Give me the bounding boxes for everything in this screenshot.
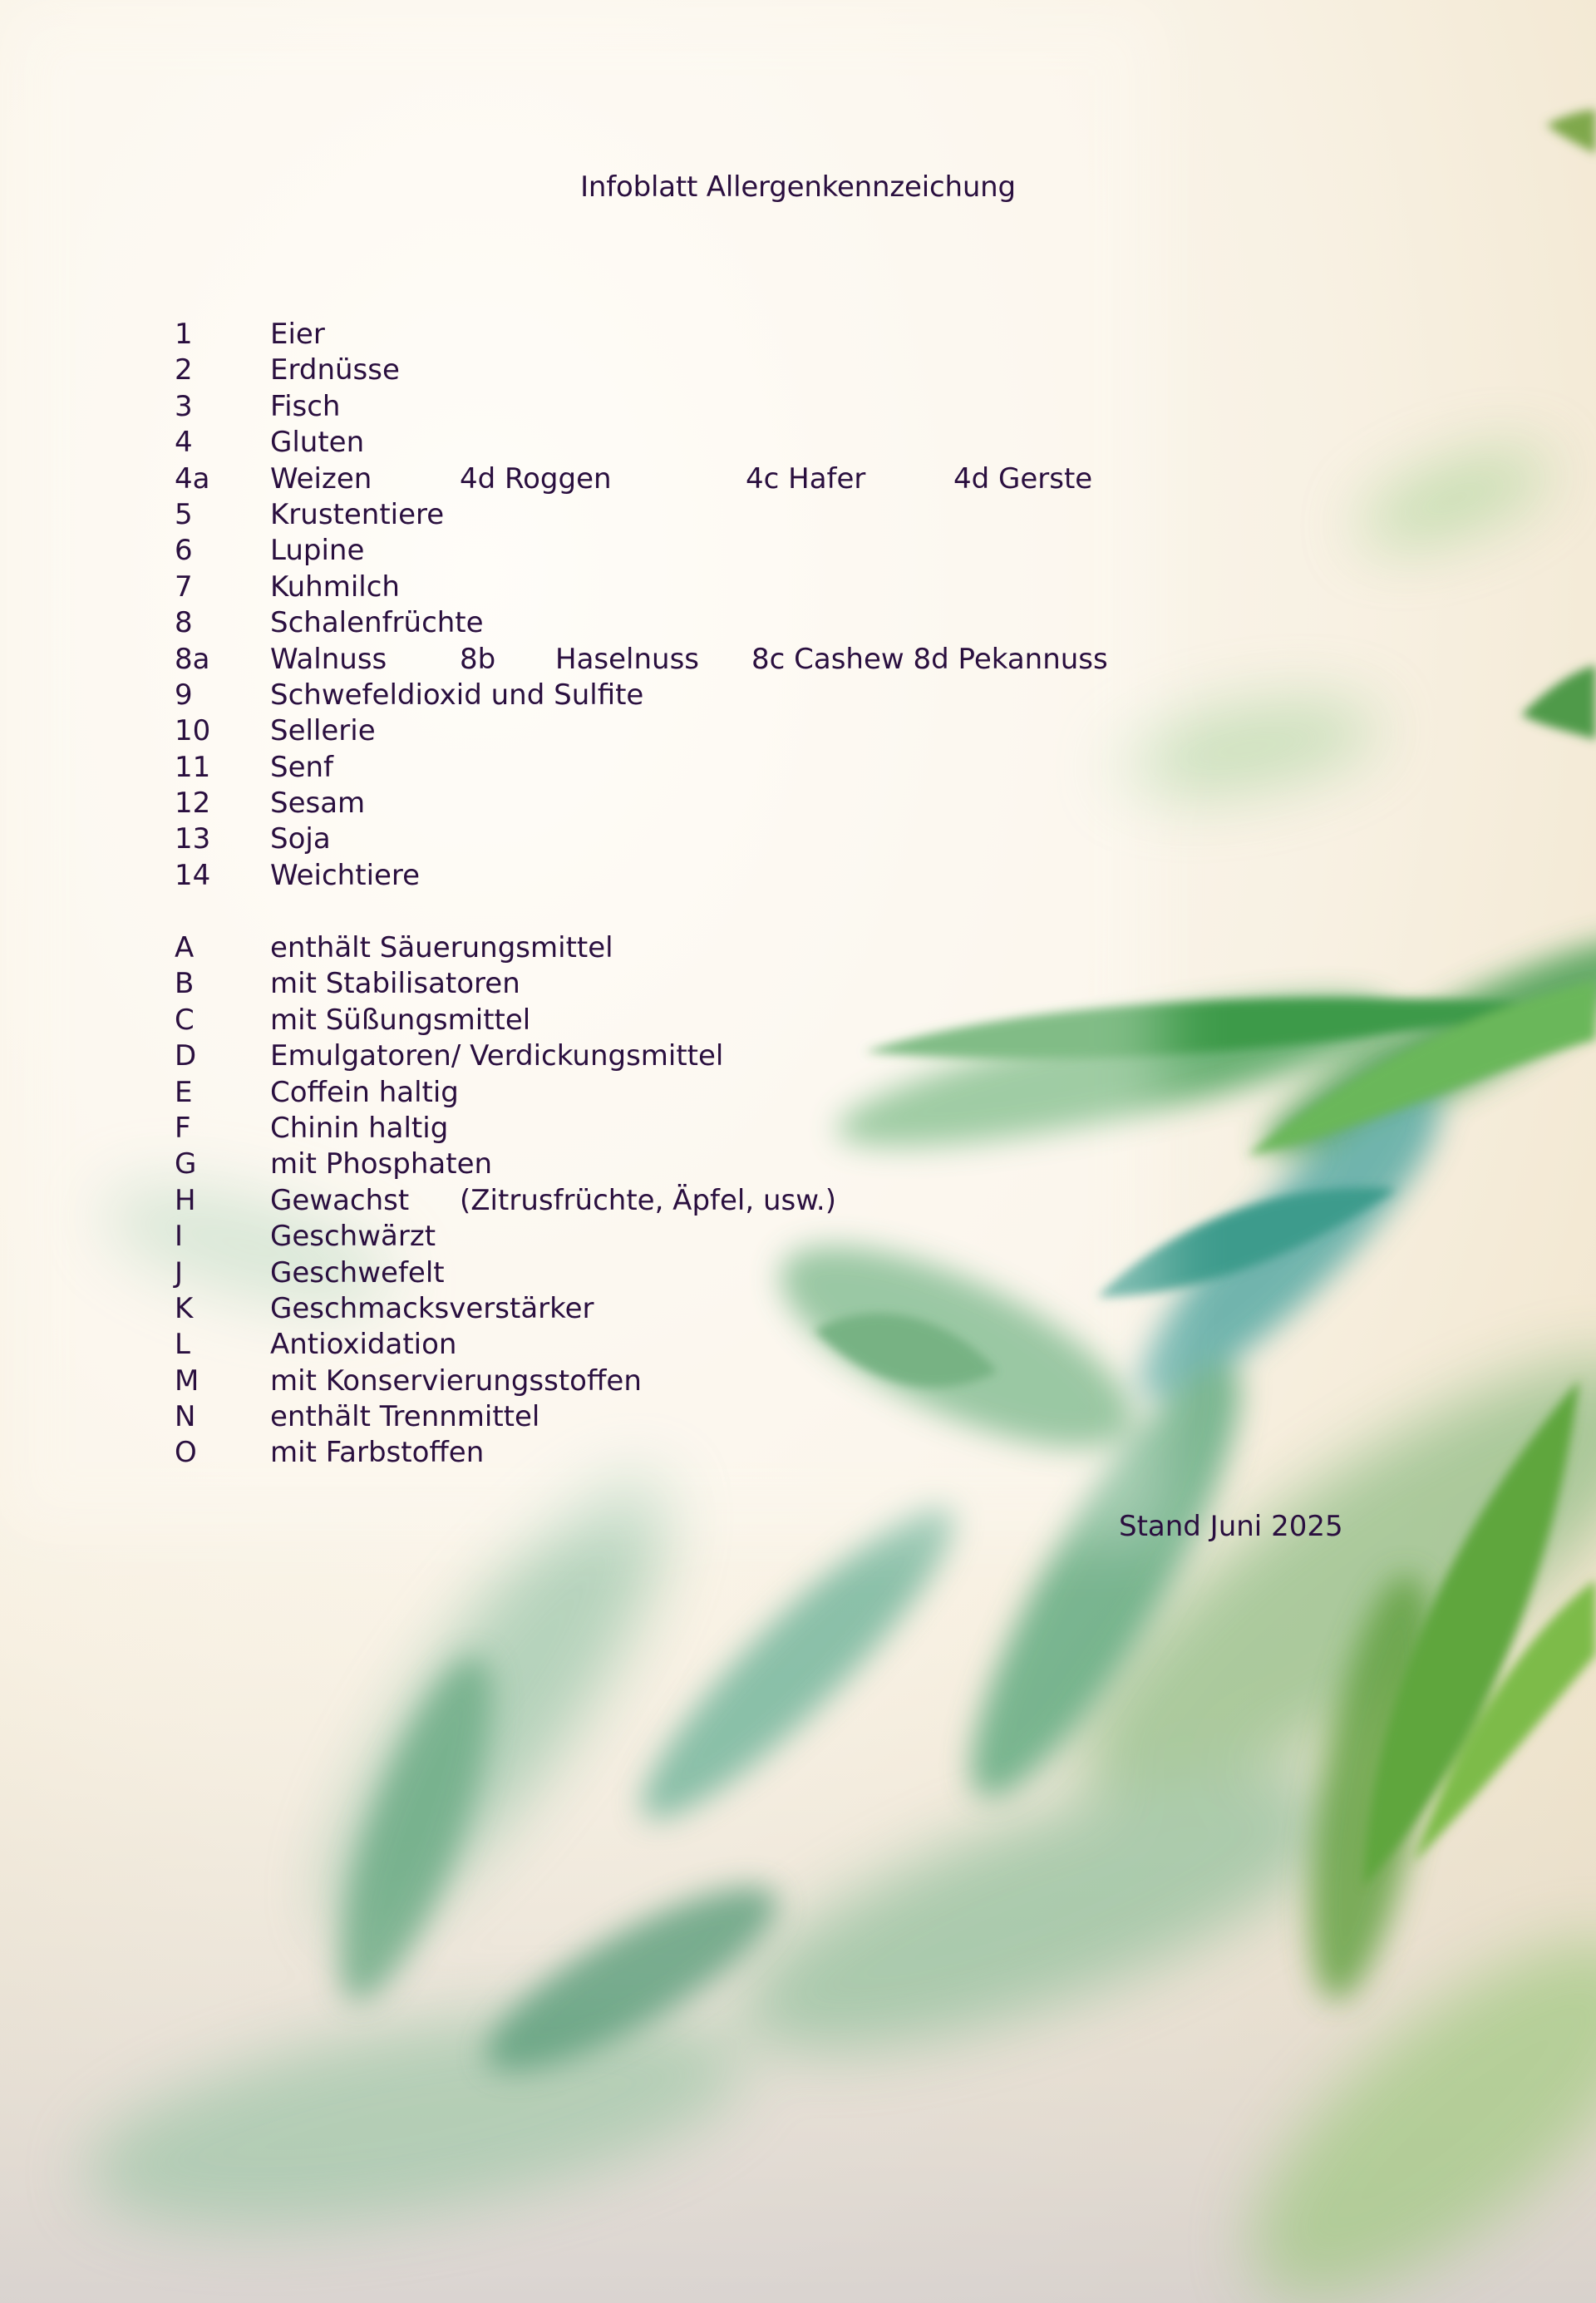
allergen-code: 11	[175, 750, 211, 784]
allergen-label: Eier	[270, 318, 325, 351]
allergen-code: 9	[175, 678, 193, 712]
allergen-code: 8	[175, 606, 193, 640]
allergen-label: Schalenfrüchte	[270, 606, 484, 640]
allergen-code: 14	[175, 858, 211, 892]
additive-code: D	[175, 1039, 197, 1073]
additive-label: Geschwärzt	[270, 1220, 436, 1254]
allergen-label: Lupine	[270, 534, 365, 568]
additive-code: I	[175, 1220, 184, 1254]
additive-code: L	[175, 1328, 190, 1362]
allergen-label: Senf	[270, 750, 334, 784]
additive-code: M	[175, 1364, 200, 1398]
additive-label: Emulgatoren/ Verdickungsmittel	[270, 1039, 724, 1073]
allergen-code: 4	[175, 426, 193, 460]
additive-label: Geschwefelt	[270, 1255, 445, 1290]
allergen-subtype: 4c Hafer	[746, 461, 866, 496]
allergen-subtype: 8c Cashew 8d Pekannuss	[751, 642, 1108, 676]
allergen-code: 13	[175, 822, 211, 856]
allergen-code: 3	[175, 389, 193, 423]
additive-label: mit Konservierungsstoffen	[270, 1364, 642, 1398]
additive-label: mit Phosphaten	[270, 1147, 493, 1181]
allergen-label: Fisch	[270, 389, 341, 423]
additive-code: B	[175, 967, 195, 1001]
allergen-code: 12	[175, 787, 211, 821]
allergen-label: Soja	[270, 822, 331, 856]
allergen-label: Weizen	[270, 461, 372, 496]
allergen-label: Krustentiere	[270, 497, 445, 531]
additive-label: Coffein haltig	[270, 1075, 459, 1109]
allergen-label: Kuhmilch	[270, 570, 400, 604]
additive-code: H	[175, 1183, 196, 1217]
allergen-code: 5	[175, 497, 193, 531]
allergen-label: Schwefeldioxid und Sulfite	[270, 678, 644, 712]
allergen-code: 4a	[175, 461, 210, 496]
allergen-code: 6	[175, 534, 193, 568]
allergen-label: Sellerie	[270, 714, 376, 748]
additive-code: J	[175, 1255, 184, 1290]
date-footer: Stand Juni 2025	[1119, 1510, 1343, 1543]
additive-label: enthält Säuerungsmittel	[270, 931, 613, 964]
additive-code: G	[175, 1147, 197, 1181]
allergen-subtype: 4d Gerste	[953, 461, 1093, 496]
allergen-subtype: 4d Roggen	[460, 461, 612, 496]
additive-label: Chinin haltig	[270, 1111, 449, 1145]
additive-code: A	[175, 931, 195, 964]
page-title: Infoblatt Allergenkennzeichung	[580, 170, 1016, 204]
additive-label: Geschmacksverstärker	[270, 1291, 594, 1325]
allergen-label: Weichtiere	[270, 858, 421, 892]
additive-note: (Zitrusfrüchte, Äpfel, usw.)	[460, 1183, 836, 1217]
additive-code: K	[175, 1291, 194, 1325]
allergen-label: Gluten	[270, 426, 365, 460]
additive-label: mit Farbstoffen	[270, 1436, 485, 1470]
additive-label: Antioxidation	[270, 1328, 457, 1362]
allergen-code: 8a	[175, 642, 210, 676]
additive-code: E	[175, 1075, 193, 1109]
allergen-code: 2	[175, 353, 193, 387]
additive-label: Gewachst	[270, 1183, 410, 1217]
allergen-code: 7	[175, 570, 193, 604]
additive-code: C	[175, 1003, 195, 1037]
additive-label: enthält Trennmittel	[270, 1400, 540, 1434]
allergen-label: Sesam	[270, 787, 366, 821]
allergen-code: 10	[175, 714, 211, 748]
allergen-label: Walnuss	[270, 642, 387, 676]
additive-code: N	[175, 1400, 196, 1434]
allergen-label: Erdnüsse	[270, 353, 400, 387]
allergen-code: 1	[175, 318, 193, 351]
allergen-subtype: 8b	[460, 642, 496, 676]
additive-code: O	[175, 1436, 197, 1470]
allergen-subtype: Haselnuss	[555, 642, 700, 676]
additive-code: F	[175, 1111, 191, 1145]
additive-label: mit Süßungsmittel	[270, 1003, 531, 1037]
additive-label: mit Stabilisatoren	[270, 967, 520, 1001]
